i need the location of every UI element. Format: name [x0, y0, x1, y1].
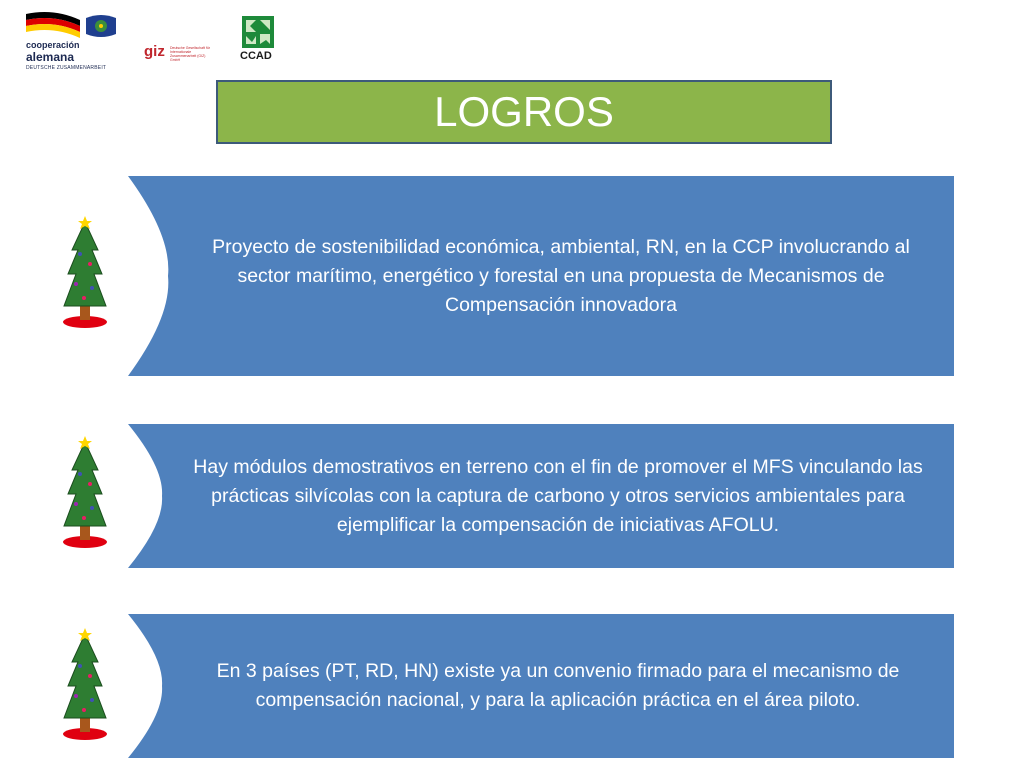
title-banner	[216, 80, 832, 144]
achievement-panel-2	[128, 424, 954, 568]
ccad-emblem-icon	[242, 16, 274, 48]
eu-flag-icon	[84, 12, 118, 40]
achievement-panel-1	[128, 176, 954, 376]
christmas-tree-icon	[62, 626, 108, 742]
christmas-tree-icon	[62, 214, 108, 330]
page-title: LOGROS	[434, 88, 614, 135]
giz-text: giz	[144, 43, 165, 60]
giz-logo	[144, 44, 214, 62]
cooperacion-text: cooperación	[26, 40, 80, 50]
achievement-text-1: Proyecto de sostenibilidad económica, ambiental, RN, en la CCP involucrando al sector marítimo, energético y forestal en una propuesta de Mecanismos de Compensación innovadora	[212, 235, 910, 316]
alemana-text: alemana	[26, 50, 75, 64]
christmas-tree-icon	[62, 434, 108, 550]
deutsche-zusammenarbeit-text: DEUTSCHE ZUSAMMENARBEIT	[26, 65, 107, 71]
german-flag-icon	[24, 10, 82, 38]
achievement-text-2: Hay módulos demostrativos en terreno con el fin de promover el MFS vinculando las prácticas silvícolas con la captura de carbono y otros servicios ambientales para ejemplificar la compensación de iniciativas AFOLU.	[193, 455, 923, 536]
cooperacion-alemana-logo	[24, 10, 134, 72]
giz-subtitle: Deutsche Gesellschaft für Internationale Zusammenarbeit (GIZ) GmbH	[170, 46, 211, 62]
ccad-text: CCAD	[240, 50, 272, 62]
ccad-logo	[240, 16, 276, 66]
achievement-text-3: En 3 países (PT, RD, HN) existe ya un convenio firmado para el mecanismo de compensación nacional, y para la aplicación práctica en el área piloto.	[216, 660, 900, 711]
achievement-panel-3	[128, 614, 954, 758]
